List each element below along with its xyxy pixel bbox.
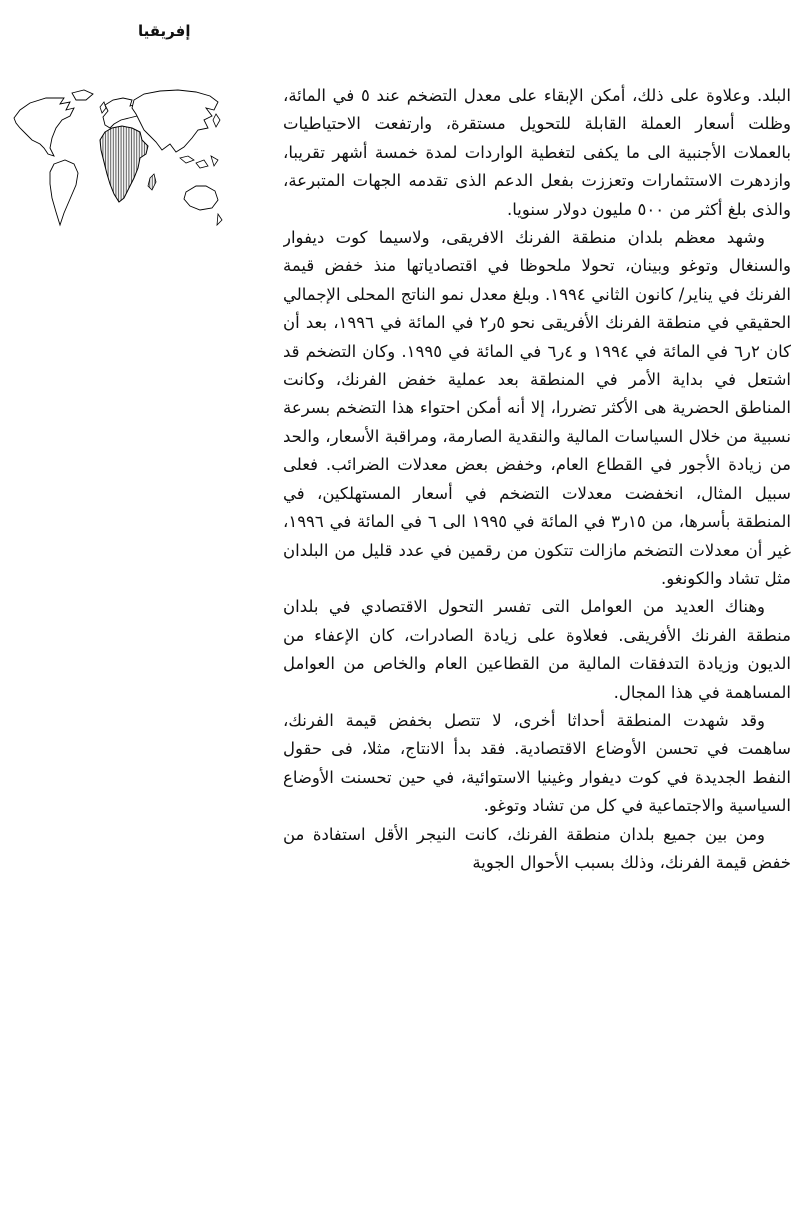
south-america-outline <box>50 160 78 225</box>
australia-outline <box>184 186 218 210</box>
world-map-graphic <box>8 86 224 238</box>
paragraph: ومن بين جميع بلدان منطقة الفرنك، كانت النيجر الأقل استفادة من خفض قيمة الفرنك، وذلك بسبب الأحوال الجوية <box>283 824 791 872</box>
page-title: إفريقيا <box>138 22 191 40</box>
paragraph: البلد. وعلاوة على ذلك، أمكن الإبقاء على معدل التضخم عند ٥ في المائة، وظلت أسعار العملة القابلة للتحويل مستقرة، وارتفعت الاحتياطيات بالعملات الأجنبية الى ما يكفى لتغطية الواردات لمدة خمسة أشهر تقريبا، وازدهرت الاستثمارات وتعززت بفعل الدعم الذى تقدمه الجهات المتبرعة، والذى بلغ أكثر من ٥٠٠ مليون دولار سنويا. <box>283 86 791 219</box>
british-isles-outline <box>100 102 106 113</box>
paragraph: وشهد معظم بلدان منطقة الفرنك الافريقى، ولاسيما كوت ديفوار والسنغال وتوغو وبينان، تحولا ملحوظا في اقتصادياتها منذ خفض قيمة الفرنك في يناير/ كانون الثاني ١٩٩٤. وبلغ معدل نمو الناتج المحلى الإجمالي الحقيقي في منطقة الفرنك الأفريقى نحو ٥ر٢ في المائة في ١٩٩٦، بعد أن كان ٢ر٦ في المائة في ١٩٩٤ و ٤ر٦ في المائة في ١٩٩٥. وكان التضخم قد اشتعل في بداية الأمر في المنطقة بعد عملية خفض الفرنك، وكانت المناطق الحضرية هى الأكثر تضررا، إلا أنه أمكن احتواء هذا التضخم بسرعة نسبية من خلال السياسات المالية والنقدية الصارمة، ومراقبة الأسعار، والحد من زيادة الأجور في القطاع العام، وخفض بعض معدلات الضرائب. فعلى سبيل المثال، انخفضت معدلات التضخم في أسعار المستهلكين، في المنطقة بأسرها، من ١٥ر٣ في المائة في ١٩٩٥ الى ٦ في المائة في ١٩٩٦، غير أن معدلات التضخم مازالت تتكون من رقمين في عدد قليل من البلدان مثل تشاد والكونغو. <box>283 228 791 588</box>
north-america-outline <box>14 98 74 156</box>
africa-region <box>100 126 148 202</box>
japan-outline <box>213 114 220 127</box>
article-text-column <box>283 82 791 1192</box>
paragraph: وهناك العديد من العوامل التى تفسر التحول الاقتصادي في بلدان منطقة الفرنك الأفريقى. فعلاوة على زيادة الصادرات، كان الإعفاء من الديون وزيادة التدفقات المالية من القطاعين العام والخاص من العوامل المساهمة في هذا المجال. <box>283 597 791 702</box>
southeast-asia-islands-outline <box>180 156 218 168</box>
greenland-outline <box>72 90 93 100</box>
madagascar-outline <box>148 174 156 190</box>
world-map <box>8 86 224 238</box>
new-zealand-outline <box>217 214 222 225</box>
paragraph: وقد شهدت المنطقة أحداثا أخرى، لا تتصل بخفض قيمة الفرنك، ساهمت في تحسن الأوضاع الاقتصادية. فقد بدأ الانتاج، مثلا، فى حقول النفط الجديدة في كوت ديفوار وغينيا الاستوائية، في حين تحسنت الأوضاع السياسية والاجتماعية في كل من تشاد وتوغو. <box>283 710 791 816</box>
